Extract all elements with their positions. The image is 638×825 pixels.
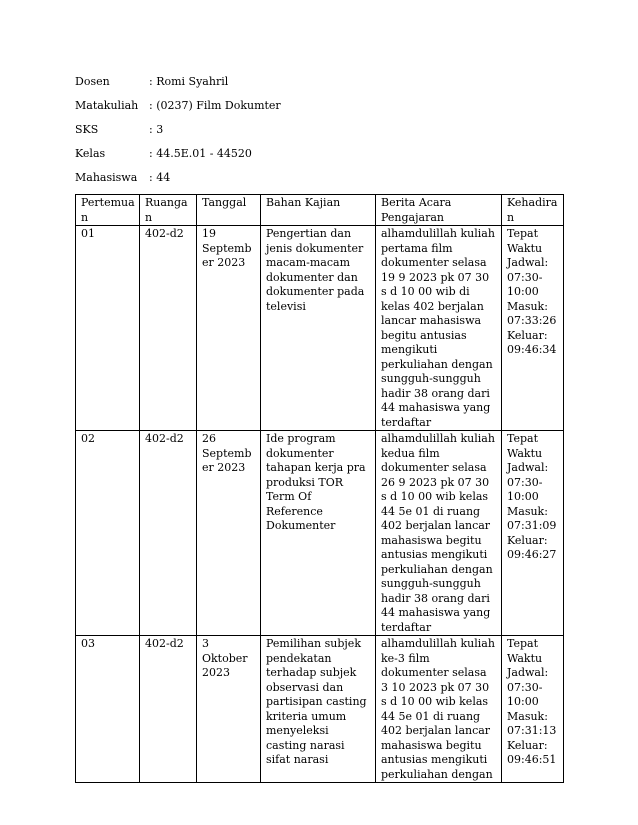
cell-tanggal: 3 Oktober 2023 xyxy=(197,636,261,783)
header-pertemuan: Pertemuan xyxy=(76,195,140,226)
info-value: : 44 xyxy=(149,171,171,184)
cell-tanggal: 26 September 2023 xyxy=(197,431,261,636)
attendance-table xyxy=(75,194,564,783)
header-berita-acara: Berita Acara Pengajaran xyxy=(376,195,502,226)
info-label: Mahasiswa xyxy=(75,171,138,184)
info-row-mahasiswa xyxy=(75,171,170,185)
cell-bahan-kajian: Pemilihan subjek pendekatan terhadap subjek observasi dan partisipan casting kriteria umum menyeleksi casting narasi sifat narasi xyxy=(261,636,376,783)
info-value: : (0237) Film Dokumter xyxy=(149,99,281,112)
cell-bahan-kajian: Ide program dokumenter tahapan kerja pra produksi TOR Term Of Reference Dokumenter xyxy=(261,431,376,636)
info-row-kelas xyxy=(75,147,252,161)
info-row-matakuliah xyxy=(75,99,281,113)
info-value: : Romi Syahril xyxy=(149,75,229,88)
cell-pertemuan: 01 xyxy=(76,226,140,431)
info-label: SKS xyxy=(75,123,99,136)
header-bahan-kajian: Bahan Kajian xyxy=(261,195,376,226)
cell-berita-acara: alhamdulillah kuliah ke-3 film dokumenter selasa 3 10 2023 pk 07 30 s d 10 00 wib kelas 44 5e 01 di ruang 402 berjalan lancar mahasiswa begitu antusias mengikuti perkuliahan dengan xyxy=(376,636,502,783)
header-tanggal: Tanggal xyxy=(197,195,261,226)
cell-pertemuan: 02 xyxy=(76,431,140,636)
info-value: : 44.5E.01 - 44520 xyxy=(149,147,252,160)
table-row xyxy=(76,226,564,431)
cell-kehadiran: Tepat Waktu Jadwal: 07:30-10:00 Masuk: 07:31:13 Keluar: 09:46:51 xyxy=(502,636,564,783)
info-row-sks xyxy=(75,123,163,137)
cell-ruangan: 402-d2 xyxy=(140,431,197,636)
info-label: Kelas xyxy=(75,147,106,160)
header-kehadiran: Kehadiran xyxy=(502,195,564,226)
cell-berita-acara: alhamdulillah kuliah kedua film dokumenter selasa 26 9 2023 pk 07 30 s d 10 00 wib kelas 44 5e 01 di ruang 402 berjalan lancar mahasiswa begitu antusias mengikuti perkuliahan dengan sungguh-sungguh hadir 38 orang dari 44 mahasiswa yang terdaftar xyxy=(376,431,502,636)
table-row xyxy=(76,636,564,783)
cell-pertemuan: 03 xyxy=(76,636,140,783)
cell-ruangan: 402-d2 xyxy=(140,226,197,431)
table-row xyxy=(76,431,564,636)
cell-kehadiran: Tepat Waktu Jadwal: 07:30-10:00 Masuk: 07:33:26 Keluar: 09:46:34 xyxy=(502,226,564,431)
cell-tanggal: 19 September 2023 xyxy=(197,226,261,431)
header-ruangan: Ruangan xyxy=(140,195,197,226)
cell-ruangan: 402-d2 xyxy=(140,636,197,783)
info-row-dosen xyxy=(75,75,228,89)
table-header-row xyxy=(76,195,564,226)
cell-kehadiran: Tepat Waktu Jadwal: 07:30-10:00 Masuk: 07:31:09 Keluar: 09:46:27 xyxy=(502,431,564,636)
info-value: : 3 xyxy=(149,123,164,136)
cell-berita-acara: alhamdulillah kuliah pertama film dokumenter selasa 19 9 2023 pk 07 30 s d 10 00 wib di kelas 402 berjalan lancar mahasiswa begitu antusias mengikuti perkuliahan dengan sungguh-sungguh hadir 38 orang dari 44 mahasiswa yang terdaftar xyxy=(376,226,502,431)
info-label: Dosen xyxy=(75,75,110,88)
info-label: Matakuliah xyxy=(75,99,139,112)
cell-bahan-kajian: Pengertian dan jenis dokumenter macam-macam dokumenter dan dokumenter pada televisi xyxy=(261,226,376,431)
